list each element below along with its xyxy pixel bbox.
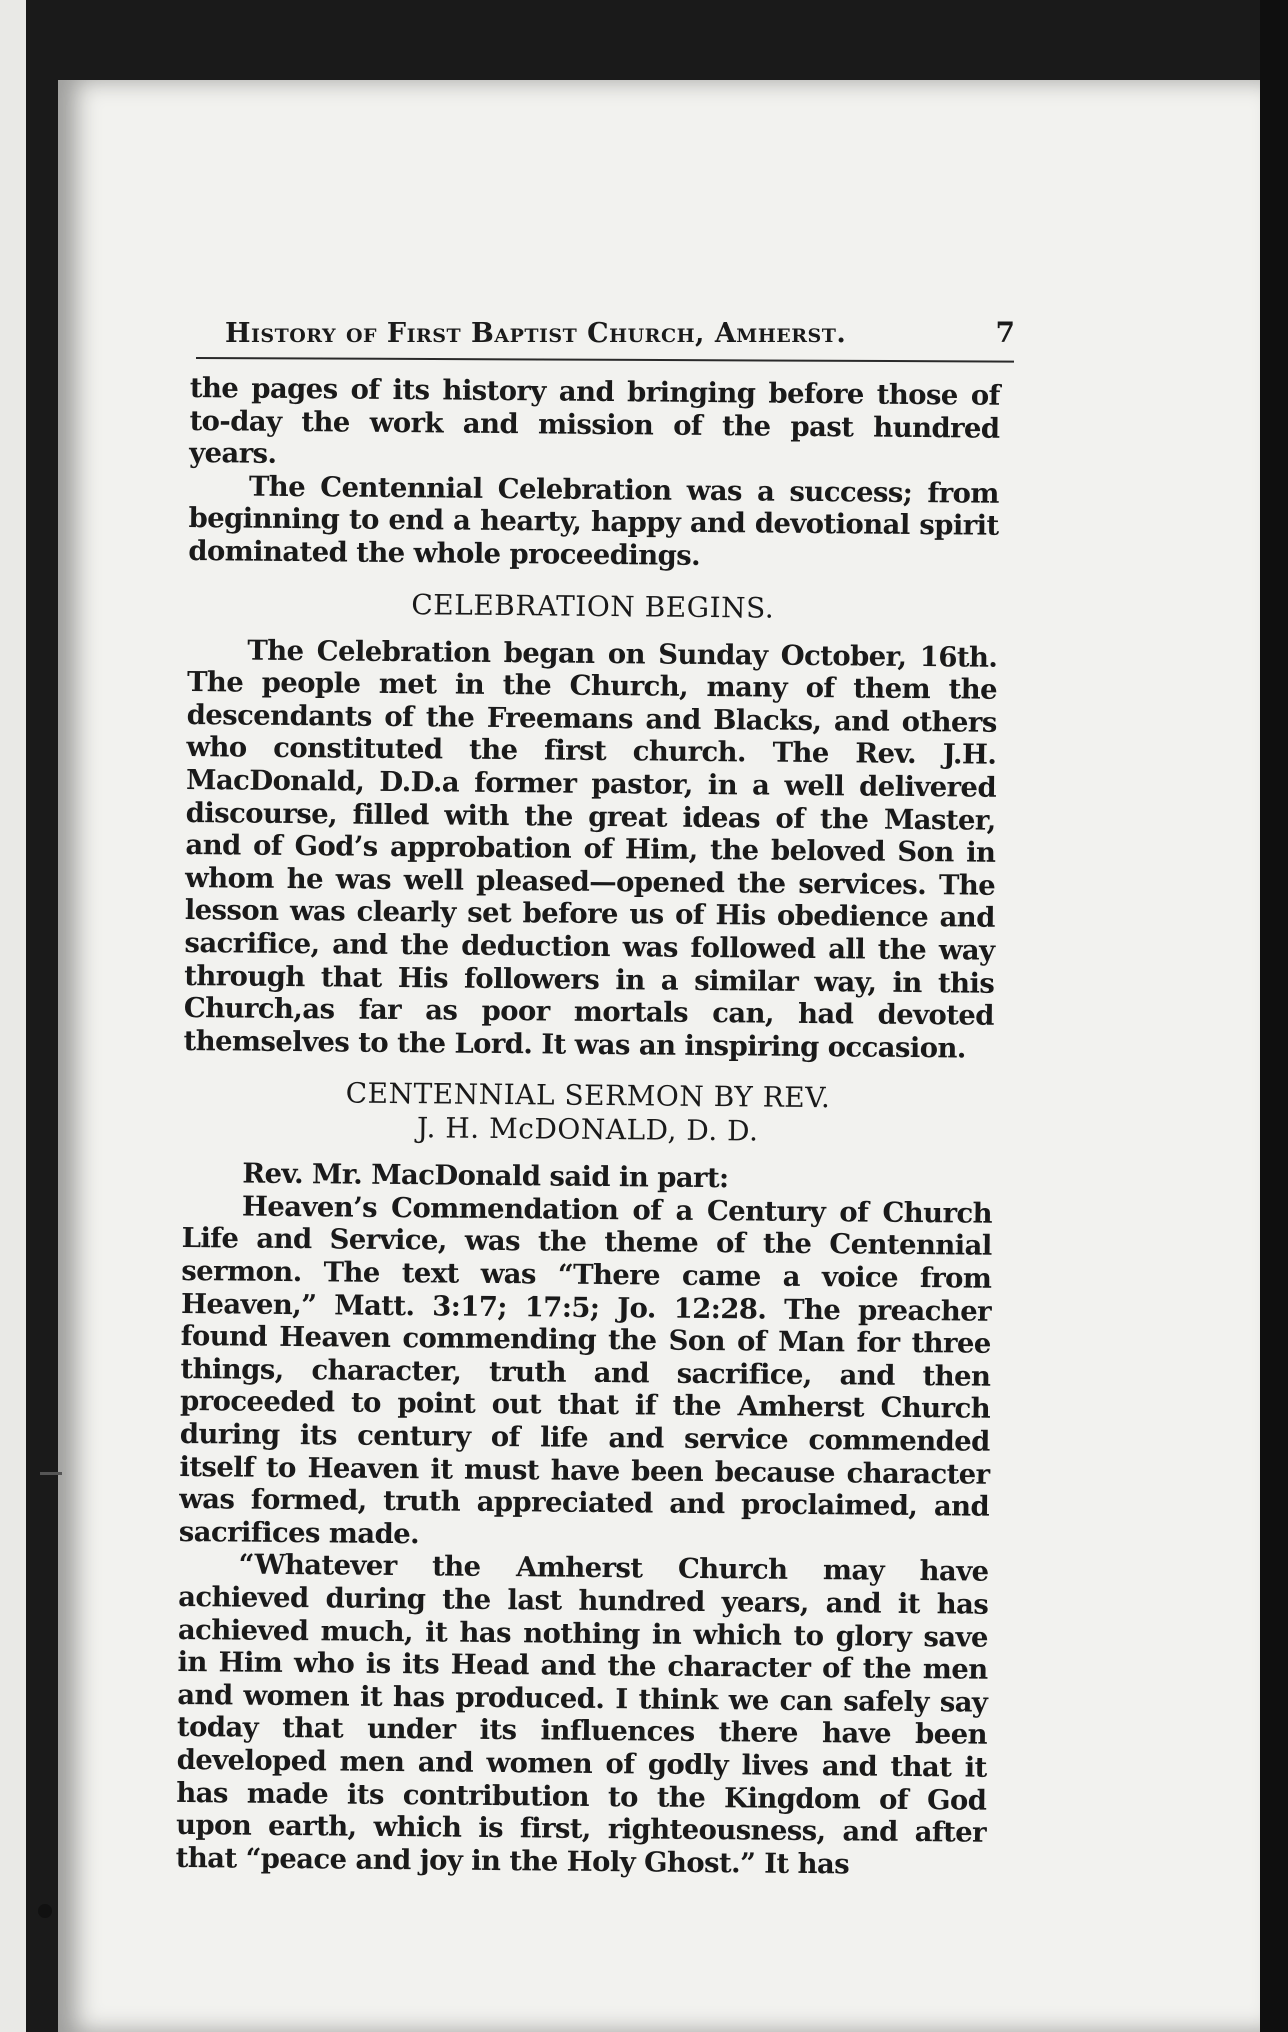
right-page-edge	[1260, 0, 1288, 2032]
margin-mark	[40, 1472, 62, 1475]
paragraph: The Celebration began on Sunday October, 16th. The people met in the Church, many of them the descendants of the Freemans and Blacks, and others who constituted the first church. The Rev. J.H. MacDonald, D.D.a former pastor, in a well delivered discourse, filled with the great ideas of the Master, and of God’s approbation of Him, the beloved Son in whom he was well pleased—opened the services. The lesson was clearly set before us of His obedience and sacrifice, and the deduction was followed all the way through that His followers in a similar way, in this Church,as far as poor mortals can, had devoted themselves to the Lord. It was an inspiring occasion.	[183, 634, 998, 1065]
heading-line-2: J. H. McDONALD, D. D.	[416, 1111, 759, 1148]
section-heading-celebration: CELEBRATION BEGINS.	[411, 587, 775, 625]
left-page-strip	[0, 0, 26, 2032]
section-heading-sermon	[183, 1075, 994, 1151]
paragraph: Heaven’s Commendation of a Century of Church Life and Service, was the theme of the Centennial sermon. The text was “There came a voice from Heaven,” Matt. 3:17; 17:5; Jo. 12:28. The preacher found Heaven commending the Son of Man for three things, character, truth and sacrifice, and then proceeded to point out that if the Amherst Church during its century of life and service commended itself to Heaven it must have been because character was formed, truth appreciated and proclaimed, and sacrifices made.	[178, 1190, 993, 1551]
paragraph: The Centennial Celebration was a success; from beginning to end a hearty, happy and devotional spirit dominated the whole proceedings.	[188, 470, 1000, 572]
header-title: History of First Baptist Church, Amherst.	[225, 318, 847, 349]
paragraph: “Whatever the Amherst Church may have achieved during the last hundred years, and it has achieved much, it has nothing in which to glory save in Him who is its Head and the character of the men and women it has produced. I think we can safely say today that under its influences there have been developed men and women of godly lives and that it has made its contribution to the Kingdom of God upon earth, which is first, righteousness, and after that “peace and joy in the Holy Ghost.” It has	[175, 1548, 989, 1881]
paragraph: the pages of its history and bringing before those of to-day the work and mission of the past hundred years.	[189, 372, 1000, 471]
paragraph: Rev. Mr. MacDonald said in part:	[242, 1157, 729, 1195]
margin-dot	[38, 1904, 52, 1918]
heading-line-1: CENTENNIAL SERMON BY REV.	[345, 1076, 831, 1115]
page-body	[176, 372, 1000, 1882]
page-number: 7	[995, 316, 1015, 349]
